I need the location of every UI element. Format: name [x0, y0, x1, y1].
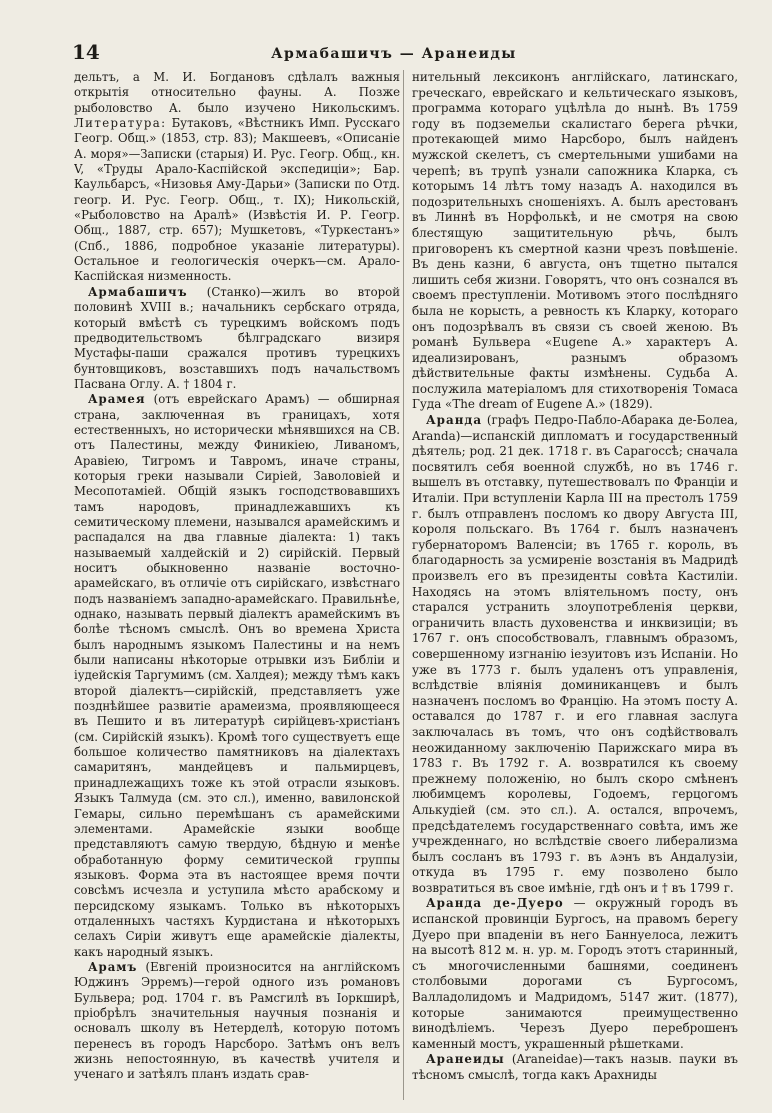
paragraph-text: (Araneidae)—такъ назыв. пауки въ тѣсномъ смыслѣ, тогда какъ Арахниды	[412, 1052, 738, 1082]
article-paragraph	[412, 413, 738, 896]
paragraph-text: дельтъ, а М. И. Богдановъ сдѣлалъ важныя открытія относительно фауны. А. Позже рыболовство А. было изучено Никольскимъ.	[74, 70, 400, 115]
article-paragraph	[74, 392, 400, 960]
paragraph-text: Литература:	[74, 116, 167, 131]
entry-headword: Аранда де-Дуеро	[426, 896, 564, 911]
article-paragraph	[74, 960, 400, 1083]
paragraph-text: — окружный городъ въ испанской провинціи Бургосъ, на правомъ берегу Дуеро при впаденіи въ него Баннуелоса, лежитъ на высотѣ 812 м. н. ур. м. Городъ этотъ старинный, съ многочисленными башнями, соединенъ столбовыми дорогами съ Бургосомъ, Валладолидомъ и Мадридомъ, 5147 жит. (1877), которые занимаются преимущественно винодѣліемъ. Черезъ Дуеро переброшенъ каменный мостъ, украшенный рѣшетками.	[412, 896, 738, 1051]
right-column	[412, 70, 738, 1100]
entry-headword: Арамея	[88, 392, 146, 407]
entry-headword: Арамъ	[88, 959, 138, 974]
page-header	[72, 40, 716, 70]
left-column	[74, 70, 400, 1100]
article-paragraph	[412, 896, 738, 1052]
page-number: 14	[72, 40, 100, 64]
article-paragraph	[412, 70, 738, 413]
paragraph-text: (отъ еврейскаго Арамъ) — обширная страна, заключенная въ границахъ, хотя естественныхъ, но исторически мѣнявшихся на СВ. отъ Палестины, между Финикіею, Ливаномъ, Аравіею, Тигромъ и Тавромъ, иначе страны, которыя греки называли Сиріей, Заволовіей и Месопотаміей. Общій языкъ господствовавшихъ тамъ народовъ, принадлежавшихъ къ семитическому племени, назывался арамейскимъ и распадался на два главные діалекта: 1) такъ называемый халдейскій и 2) сирійскій. Первый носитъ обыкновенно названіе восточно-арамейскаго, въ отличіе отъ сирійскаго, извѣстнаго подъ названіемъ западно-арамейскаго. Правильнѣе, однако, называть первый діалектъ арамейскимъ въ болѣе тѣсномъ смыслѣ. Онъ во времена Христа былъ народнымъ языкомъ Палестины и на немъ были написаны нѣкоторые отрывки изъ Библіи и іудейскія Таргумимъ (см. Халдея); между тѣмъ какъ второй діалектъ—сирійскій, представляетъ уже позднѣйшее развитіе арамеизма, проявляющееся въ Пешито и въ литературѣ сирійцевъ-христіанъ (см. Сирійскій языкъ). Кромѣ того существуетъ еще большое количество памятниковъ на діалектахъ самаритянъ, мандейцевъ и пальмирцевъ, принадлежащихъ тоже къ этой отрасли языковъ. Языкъ Талмуда (см. это сл.), именно, вавилонской Гемары, сильно перемѣшанъ съ арамейскими элементами. Арамейскіе языки вообще представляютъ самую твердую, бѣдную и менѣе обработанную форму семитической группы языковъ. Форма эта въ настоящее время почти совсѣмъ исчезла и уступила мѣсто арабскому и персидскому языкамъ. Только въ нѣкоторыхъ отдаленныхъ частяхъ Курдистана и нѣкоторыхъ селахъ Сиріи живутъ еще арамейскіе діалекты, какъ народный языкъ.	[74, 392, 400, 959]
running-head: Армабашичъ — Аранеиды	[271, 46, 517, 62]
entry-headword: Аранеиды	[426, 1052, 505, 1067]
paragraph-text: нительный лексиконъ англійскаго, латинскаго, греческаго, еврейскаго и кельтическаго языковъ, программа котораго уцѣлѣла до нынѣ. Въ 1759 году въ подземельи скалистаго берега рѣчки, протекающей мимо Нарсборо, былъ найденъ мужской скелетъ, съ смертельными ушибами на черепѣ; въ трупѣ узнали сапожника Кларка, съ которымъ 14 лѣтъ тому назадъ А. находился въ подозрительныхъ сношеніяхъ. А. былъ арестованъ въ Линнѣ въ Норфолькѣ, и не смотря на свою блестящую защитительную рѣчь, былъ приговоренъ къ смертной казни чрезъ повѣшеніе. Въ день казни, 6 августа, онъ тщетно пытался лишить себя жизни. Говорятъ, что онъ сознался въ своемъ преступленіи. Мотивомъ этого послѣдняго была не корысть, а ревность къ Кларку, котораго онъ подозрѣвалъ въ связи съ своей женою. Въ романѣ Бульвера «Eugene A.» характеръ А. идеализированъ, разнымъ образомъ дѣйствительные факты измѣнены. Судьба А. послужила матеріаломъ для стихотворенія Томаса Гуда «The dream of Eugene A.» (1829).	[412, 70, 738, 412]
paragraph-text: (Станко)—жилъ во второй половинѣ XVIII в.; начальникъ сербскаго отряда, который вмѣстѣ съ турецкимъ войскомъ подъ предводительствомъ бѣлградскаго визиря Мустафы-паши сражался противъ турецкихъ бунтовщиковъ, возставшихъ подъ начальствомъ Пасвана Оглу. А. † 1804 г.	[74, 284, 400, 391]
paragraph-text: (Евгеній произносится на англійскомъ Юджинъ Эрремъ)—герой одного изъ романовъ Бульвера; род. 1704 г. въ Рамсгилѣ въ Іоркширѣ, пріобрѣлъ значительныя научныя познанія и основалъ школу въ Нетерделѣ, которую потомъ перенесъ въ городъ Нарсборо. Затѣмъ онъ велъ жизнь непостоянную, въ качествѣ учителя и ученаго и затѣялъ планъ издать срав-	[74, 959, 400, 1082]
paragraph-text: (графъ Педро-Пабло-Абарака де-Болеа, Aranda)—испанскій дипломатъ и государственный дѣятель; род. 21 дек. 1718 г. въ Сарагоссѣ; сначала посвятилъ себя военной службѣ, но въ 1746 г. вышелъ въ отставку, путешествовалъ по Франціи и Италіи. При вступленіи Карла III на престолъ 1759 г. былъ отправленъ посломъ ко двору Августа III, короля польскаго. Въ 1764 г. былъ назначенъ губернаторомъ Валенсіи; въ 1765 г. король, въ благодарность за усмиреніе возстанія въ Мадридѣ произвелъ его въ президенты совѣта Кастиліи. Находясь на этомъ вліятельномъ посту, онъ старался устранить злоупотребленія церкви, ограничить власть духовенства и инквизиціи; въ 1767 г. онъ способствовалъ, главнымъ образомъ, совершенному изгнанію іезуитовъ изъ Испаніи. Но уже въ 1773 г. былъ удаленъ отъ управленія, вслѣдствіе вліянія доминиканцевъ и былъ назначенъ посломъ во Францію. На этомъ посту А. оставался до 1787 г. и его главная заслуга заключалась въ томъ, что онъ содѣйствовалъ неожиданному заключенію Парижскаго мира въ 1783 г. Въ 1792 г. А. возвратился къ своему прежнему положенію, но былъ скоро смѣненъ любимцемъ королевы, Годоемъ, герцогомъ Алькудіей (см. это сл.). А. остался, впрочемъ, предсѣдателемъ государственнаго совѣта, имъ же учрежденнаго, но вслѣдствіе своего либерализма былъ сосланъ въ 1793 г. въ Ѧэнъ въ Андалузіи, откуда въ 1795 г. ему позволено было возвратиться въ свое имѣніе, гдѣ онъ и † въ 1799 г.	[412, 413, 738, 895]
article-paragraph	[74, 285, 400, 392]
paragraph-text: Бутаковъ, «Вѣстникъ Имп. Русскаго Геогр. Общ.» (1853, стр. 83); Макшеевъ, «Описаніе А. моря»—Записки (старыя) И. Рус. Геогр. Общ., кн. V, «Труды Арало-Каспійской экспедиціи»; Бар. Каульбарсъ, «Низовья Аму-Дарьи» (Записки по Отд. геогр. И. Рус. Геогр. Общ., т. IX); Никольскій, «Рыболовство на Аралѣ» (Извѣстія И. Р. Геогр. Общ., 1887, стр. 657); Мушкетовъ, «Туркестанъ» (Спб., 1886, подробное указаніе литературы). Остальное и геологическія очеркъ—см. Арало-Каспійская низменность.	[74, 116, 400, 284]
article-paragraph	[74, 70, 400, 285]
article-paragraph	[412, 1052, 738, 1083]
column-divider	[403, 70, 404, 1100]
entry-headword: Армабашичъ	[88, 284, 188, 299]
entry-headword: Аранда	[426, 413, 483, 428]
